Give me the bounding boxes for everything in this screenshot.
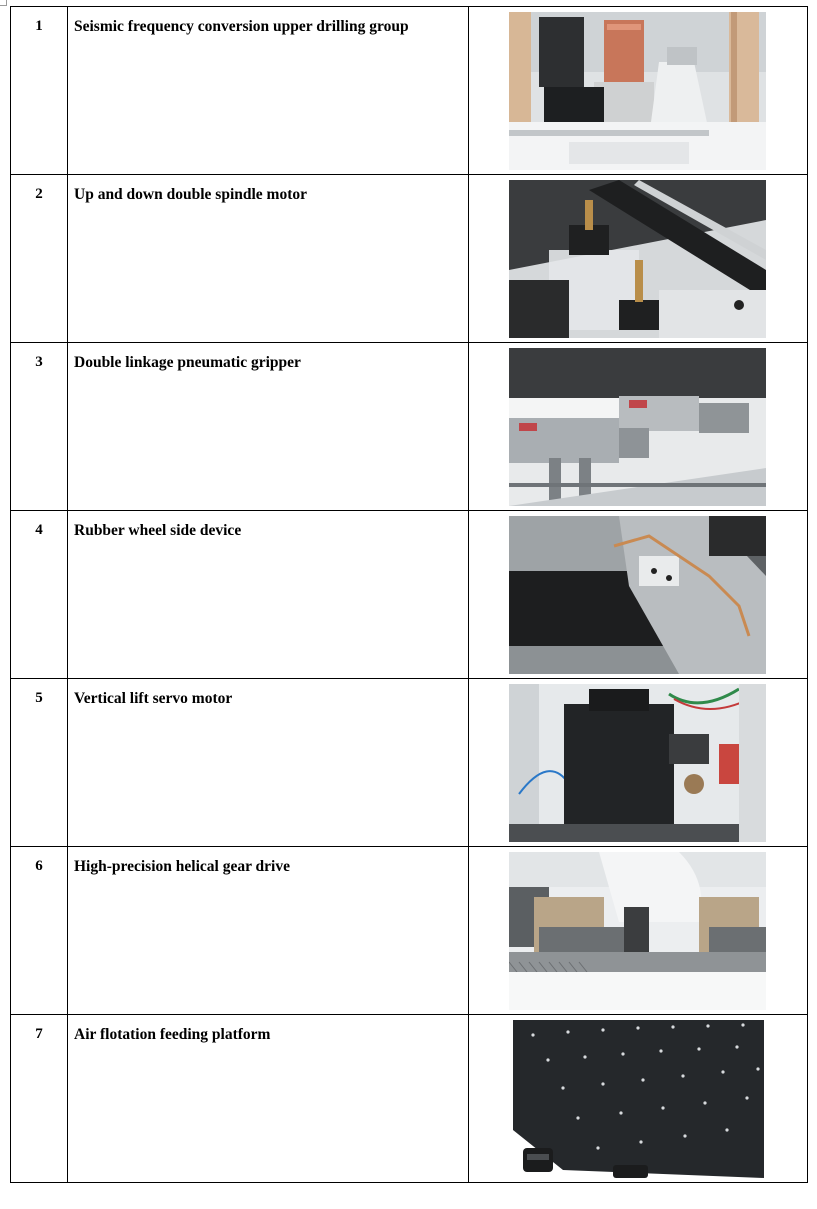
drilling-group-photo: [509, 12, 766, 170]
component-table: [10, 6, 808, 1183]
row-number: 4: [11, 511, 68, 679]
table-row: [11, 847, 808, 1015]
table-row: [11, 1015, 808, 1183]
row-number: 6: [11, 847, 68, 1015]
component-name: High-precision helical gear drive: [68, 847, 469, 1015]
feeding-platform-photo: [513, 1020, 764, 1178]
table-row: [11, 343, 808, 511]
servo-motor-photo: [509, 684, 766, 842]
row-number: 5: [11, 679, 68, 847]
table-row: [11, 511, 808, 679]
row-number: 3: [11, 343, 68, 511]
row-number: 7: [11, 1015, 68, 1183]
corner-mark: [0, 0, 7, 6]
helical-gear-photo: [509, 852, 766, 1010]
component-name: Rubber wheel side device: [68, 511, 469, 679]
spindle-motor-photo: [509, 180, 766, 338]
component-name: Seismic frequency conversion upper drilling group: [68, 7, 469, 175]
rubber-wheel-photo: [509, 516, 766, 674]
component-name: Air flotation feeding platform: [68, 1015, 469, 1183]
row-number: 2: [11, 175, 68, 343]
pneumatic-gripper-photo: [509, 348, 766, 506]
table-row: [11, 175, 808, 343]
table-row: [11, 7, 808, 175]
component-name: Double linkage pneumatic gripper: [68, 343, 469, 511]
table-row: [11, 679, 808, 847]
row-number: 1: [11, 7, 68, 175]
component-name: Vertical lift servo motor: [68, 679, 469, 847]
component-name: Up and down double spindle motor: [68, 175, 469, 343]
